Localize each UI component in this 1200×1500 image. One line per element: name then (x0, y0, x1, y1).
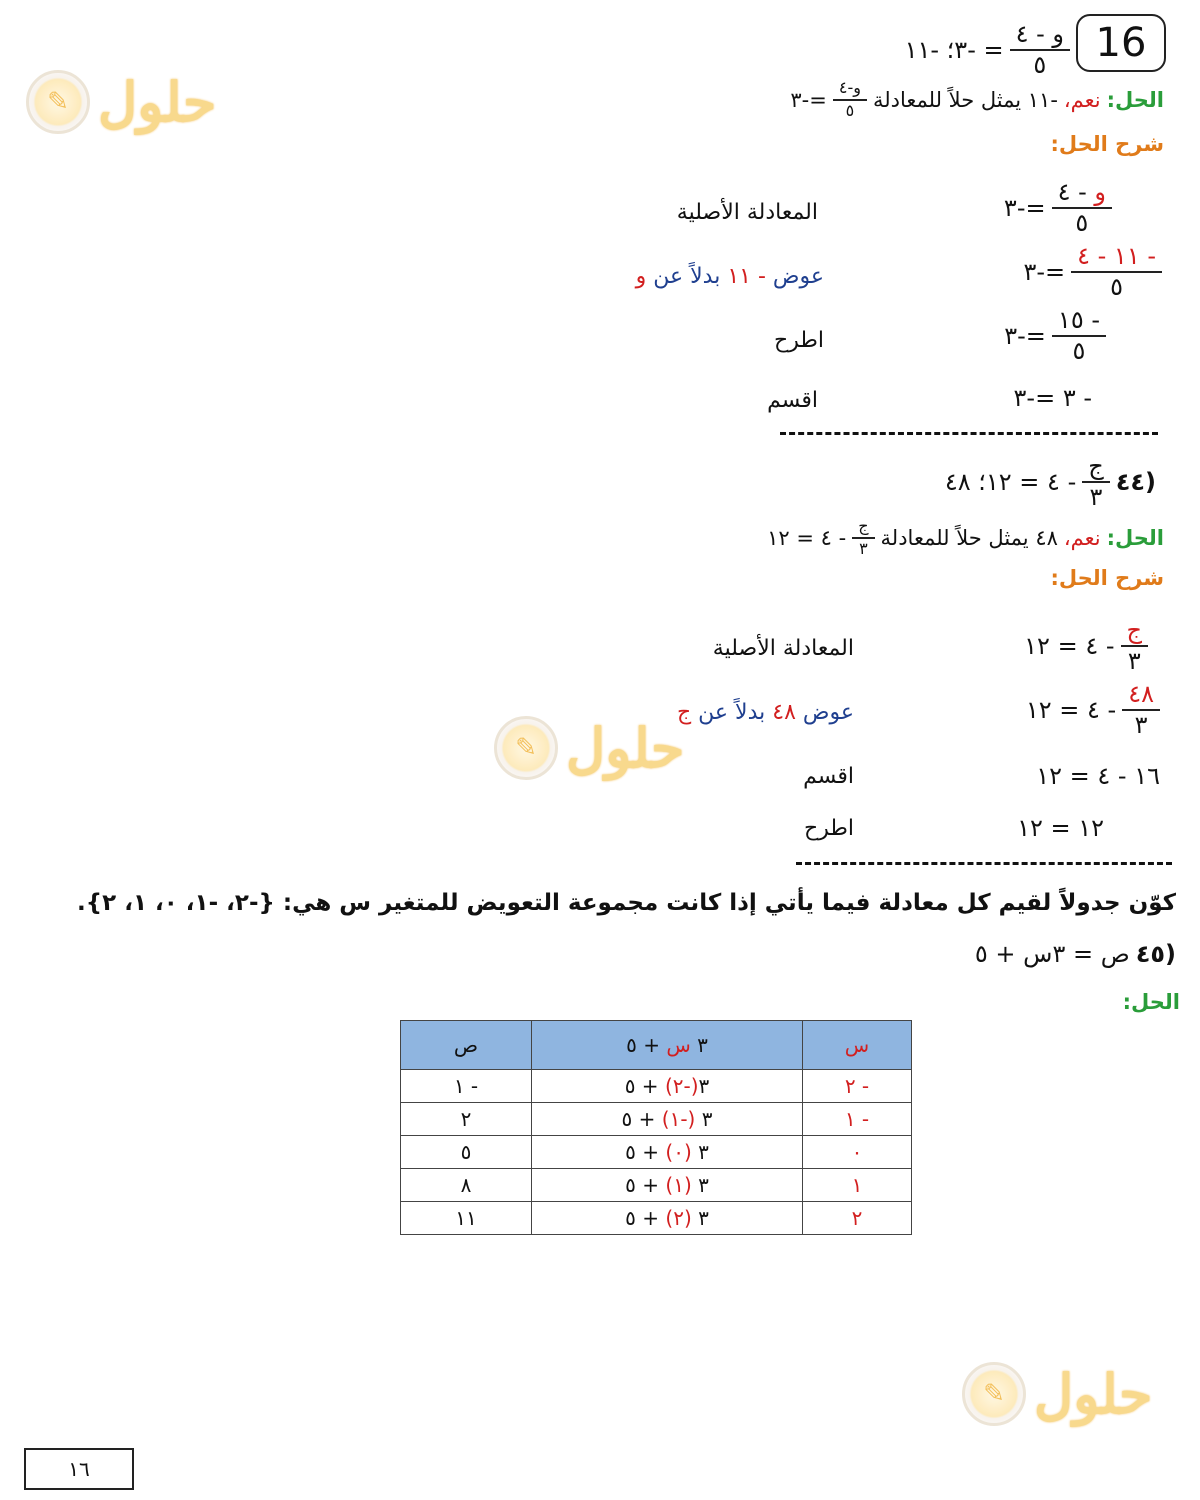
problem-43-rest: = -٣؛ -١١ (904, 36, 1004, 65)
problem-45 (975, 940, 1176, 968)
answer-rhs: - ٤ = ١٢ (767, 525, 847, 550)
step-plain: - ٣ =-٣ (1013, 384, 1092, 412)
step-44-3-note: اقسم (803, 764, 854, 789)
fraction-numerator: ج (1121, 618, 1149, 647)
step-rhs: - ٤ = ١٢ (1024, 632, 1115, 661)
book-icon: ✎ (494, 716, 558, 780)
table-row (401, 1103, 912, 1136)
fraction-denominator: ٥ (1033, 51, 1047, 80)
cell-y: ٢ (401, 1103, 532, 1136)
problem-43-fraction (1010, 22, 1070, 78)
fraction-numerator: ٤٨ (1122, 682, 1160, 711)
step-fraction (1052, 308, 1106, 364)
problem-44 (945, 454, 1156, 510)
step-43-4 (1014, 384, 1092, 412)
book-icon: ✎ (962, 1362, 1026, 1426)
fraction-denominator: ٣ (1134, 711, 1148, 740)
step-43-4-note: اقسم (767, 388, 818, 413)
fraction-denominator: ٥ (1110, 273, 1123, 302)
note-instead-of: بدلاً عن (653, 264, 721, 289)
step-fraction (1071, 244, 1162, 300)
divider-2 (796, 862, 1172, 865)
header-x: س (803, 1021, 912, 1070)
answer-yes: نعم، (1063, 87, 1101, 112)
fraction-denominator: ٣ (1127, 647, 1141, 676)
problem-45-equation: ص = ٣س + ٥ (974, 940, 1130, 968)
cell-expression: ٣ (٢) + ٥ (532, 1202, 803, 1235)
cell-y: ٥ (401, 1136, 532, 1169)
fraction-denominator: ٥ (845, 100, 855, 120)
step-43-1 (1004, 180, 1112, 236)
explain-label-44: شرح الحل: (1050, 566, 1164, 590)
step-43-3 (1004, 308, 1106, 364)
problem-44-rest: - ٤ = ١٢؛ ٤٨ (944, 468, 1077, 497)
explain-label-43: شرح الحل: (1050, 132, 1164, 156)
note-variable: ج (676, 700, 692, 725)
answer-label: الحل: (1106, 87, 1164, 112)
note-value: ٤٨ (772, 700, 796, 725)
note-substitute: عوض (802, 700, 854, 725)
answer-text: ٤٨ يمثل حلاً للمعادلة (880, 525, 1058, 550)
page-badge-text: 16 (1095, 20, 1147, 66)
brand-logo-middle (494, 716, 684, 780)
answer-rhs: =-٣ (790, 87, 827, 112)
instruction-text: كوّن جدولاً لقيم كل معادلة فيما يأتي إذا كانت مجموعة التعويض للمتغير س هي: {-٢، -١، ٠، ١، ٢}. (77, 890, 1176, 916)
step-rhs: =-٣ (1004, 322, 1046, 351)
fraction-numerator: ج (1082, 454, 1110, 483)
brand-logo-text: حلول (98, 70, 217, 134)
step-fraction: $\frac{\text{و - ٤}}{٥}$ (1052, 180, 1112, 236)
table-row (401, 1136, 912, 1169)
step-44-4 (1017, 814, 1104, 842)
table-row (401, 1202, 912, 1235)
step-rhs: - ٤ = ١٢ (1025, 696, 1117, 725)
cell-y: ٨ (401, 1169, 532, 1202)
cell-expression: ٣ (-١) + ٥ (532, 1103, 803, 1136)
table-row (401, 1169, 912, 1202)
note-value: - ١١ (727, 264, 766, 289)
note-substitute: عوض (772, 264, 824, 289)
answer-label: الحل: (1106, 525, 1164, 550)
answer-fraction (852, 518, 874, 558)
header-y: ص (401, 1021, 532, 1070)
answer-text: -١١ يمثل حلاً للمعادلة (872, 87, 1058, 112)
step-44-1 (1024, 618, 1148, 674)
page-number: ١٦ (68, 1457, 90, 1481)
step-plain: ١٦ - ٤ = ١٢ (1036, 762, 1160, 790)
problem-44-fraction (1082, 454, 1110, 510)
step-rhs: =-٣ (1023, 258, 1066, 287)
cell-expression: ٣(-٢) + ٥ (532, 1070, 803, 1103)
book-icon: ✎ (26, 70, 90, 134)
cell-x: ٠ (803, 1136, 912, 1169)
cell-x: ١ (803, 1169, 912, 1202)
fraction-numerator: - ١٥ (1052, 308, 1106, 337)
table-row (401, 1070, 912, 1103)
cell-expression: ٣ (٠) + ٥ (532, 1136, 803, 1169)
step-44-2-note (677, 700, 854, 725)
fraction-numerator: و - ٤ (1010, 22, 1070, 51)
step-43-2-note (636, 264, 824, 289)
step-44-4-note: اطرح (804, 816, 854, 841)
cell-y: ١١ (401, 1202, 532, 1235)
step-44-1-note: المعادلة الأصلية (712, 636, 854, 661)
answer-44 (767, 518, 1164, 558)
step-43-1-note: المعادلة الأصلية (676, 200, 818, 225)
answer-43 (790, 80, 1164, 120)
fraction-denominator: ٣ (859, 538, 868, 558)
cell-x: - ١ (803, 1103, 912, 1136)
step-43-3-note: اطرح (774, 328, 824, 353)
header-expression: ٣ س + ٥ (532, 1021, 803, 1070)
answer-fraction (833, 80, 867, 120)
problem-43 (905, 22, 1070, 78)
divider-1 (780, 432, 1158, 435)
page-badge (1076, 14, 1166, 72)
cell-expression: ٣ (١) + ٥ (532, 1169, 803, 1202)
step-fraction (1122, 682, 1160, 738)
note-variable: و (635, 264, 647, 289)
cell-y: - ١ (401, 1070, 532, 1103)
step-43-2 (1023, 244, 1162, 300)
fraction-denominator: ٥ (1075, 209, 1089, 238)
cell-x: ٢ (803, 1202, 912, 1235)
step-rhs: =-٣ (1003, 194, 1046, 223)
brand-logo-bottom (962, 1362, 1152, 1426)
brand-logo-top (26, 70, 216, 134)
problem-44-number: (٤٤ (1115, 468, 1156, 497)
values-table (400, 1020, 912, 1235)
step-plain: ١٢ = ١٢ (1017, 814, 1104, 842)
fraction-numerator: - ١١ - ٤ (1071, 244, 1162, 273)
fraction-denominator: ٥ (1072, 337, 1086, 366)
table-header-row (401, 1021, 912, 1070)
fraction-denominator: ٣ (1089, 483, 1103, 512)
note-instead-of: بدلاً عن (698, 700, 766, 725)
step-fraction (1121, 618, 1149, 674)
fraction-numerator: ج (852, 518, 874, 539)
answer-label-45: الحل: (1122, 990, 1180, 1014)
cell-x: - ٢ (803, 1070, 912, 1103)
page-number-box (24, 1448, 134, 1490)
fraction-numerator: و-٤ (833, 80, 867, 101)
problem-45-number: (٤٥ (1135, 940, 1176, 968)
brand-logo-text: حلول (566, 716, 685, 780)
brand-logo-text: حلول (1034, 1362, 1153, 1426)
step-44-3 (1036, 762, 1160, 790)
answer-yes: نعم، (1063, 525, 1101, 550)
step-44-2 (1026, 682, 1160, 738)
